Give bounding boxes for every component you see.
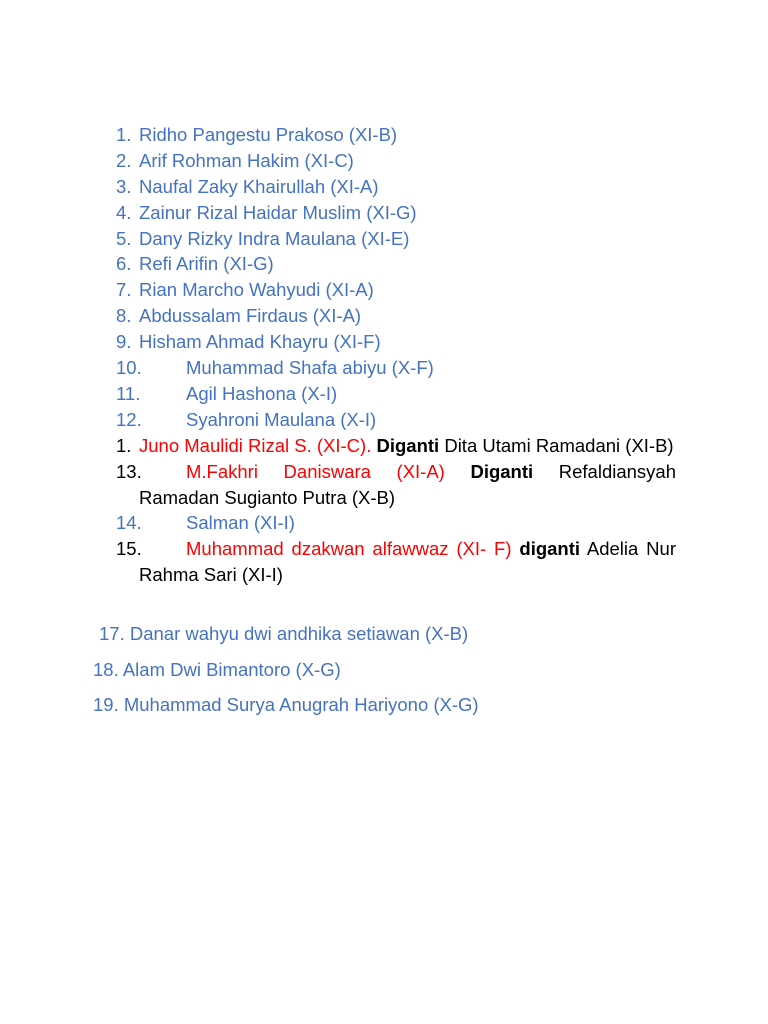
list-number: 1. [116,434,132,456]
list-item [116,122,676,148]
list-item [116,407,676,433]
list-number: 1. [116,124,132,145]
list-text: Hisham Ahmad Khayru (XI-F) [139,331,381,353]
list-number: 6. [116,253,132,275]
list-item [116,174,676,200]
replacement-label: Diganti [376,434,440,456]
replaced-name: Muhammad dzakwan alfawwaz (XI- F) [186,538,512,560]
replacement-paragraph [116,433,676,459]
list-text: Rian Marcho Wahyudi (XI-A) [139,279,374,301]
replacement-name: Adelia Nur Rahma Sari (XI-I) [139,538,676,586]
list-item [116,329,676,355]
replacement-name: Refaldiansyah Ramadan Sugianto Putra (X-B) [139,460,677,508]
replacement-item [116,459,676,511]
list-number: 14. [116,512,142,534]
list-text: Muhammad Shafa abiyu (X-F) [186,357,434,379]
list-number: 3. [116,175,132,197]
tail-list-item: 18. Alam Dwi Bimantoro (X-G) [93,659,341,680]
list-number: 8. [116,305,132,327]
list-number: 2. [116,149,132,171]
replacement-item [116,433,676,459]
replacement-paragraph [116,459,676,511]
participant-list [116,122,676,588]
list-number: 4. [116,201,132,223]
list-item [116,510,676,536]
list-text: Refi Arifin (XI-G) [139,253,274,275]
list-number: 5. [116,227,132,249]
list-text: Salman (XI-I) [186,512,295,534]
replacement-paragraph [116,536,676,588]
replacement-item [116,536,676,588]
list-text: Dany Rizky Indra Maulana (XI-E) [139,227,410,249]
list-text: Abdussalam Firdaus (XI-A) [139,305,362,327]
list-item [116,226,676,252]
list-number: 10. [116,357,142,379]
list-text: Agil Hashona (X-I) [186,382,338,404]
list-item [116,148,676,174]
replacement-name: Dita Utami Ramadani (XI-B) [444,434,674,456]
list-number: 9. [116,331,132,353]
list-number: 12. [116,408,142,430]
list-item [116,251,676,277]
replaced-name: Juno Maulidi Rizal S. (XI-C). [139,434,372,456]
list-item [116,303,676,329]
list-text: Ridho Pangestu Prakoso (XI-B) [139,124,398,145]
list-text: Arif Rohman Hakim (XI-C) [139,149,354,171]
tail-list-item: 17. Danar wahyu dwi andhika setiawan (X-B) [99,623,469,644]
replaced-name: M.Fakhri Daniswara (XI-A) [186,460,445,482]
tail-list-item: 19. Muhammad Surya Anugrah Hariyono (X-G) [93,694,479,715]
list-number: 11. [116,382,141,404]
list-item [116,355,676,381]
list-text: Zainur Rizal Haidar Muslim (XI-G) [139,201,417,223]
list-text: Syahroni Maulana (X-I) [186,408,377,430]
list-number: 15. [116,538,142,560]
list-item [116,277,676,303]
replacement-label: Diganti [470,460,534,482]
list-item [116,200,676,226]
replacement-label: diganti [519,538,581,560]
list-text: Naufal Zaky Khairullah (XI-A) [139,175,379,197]
list-item [116,381,676,407]
list-number: 13. [116,460,142,482]
list-number: 7. [116,279,132,301]
